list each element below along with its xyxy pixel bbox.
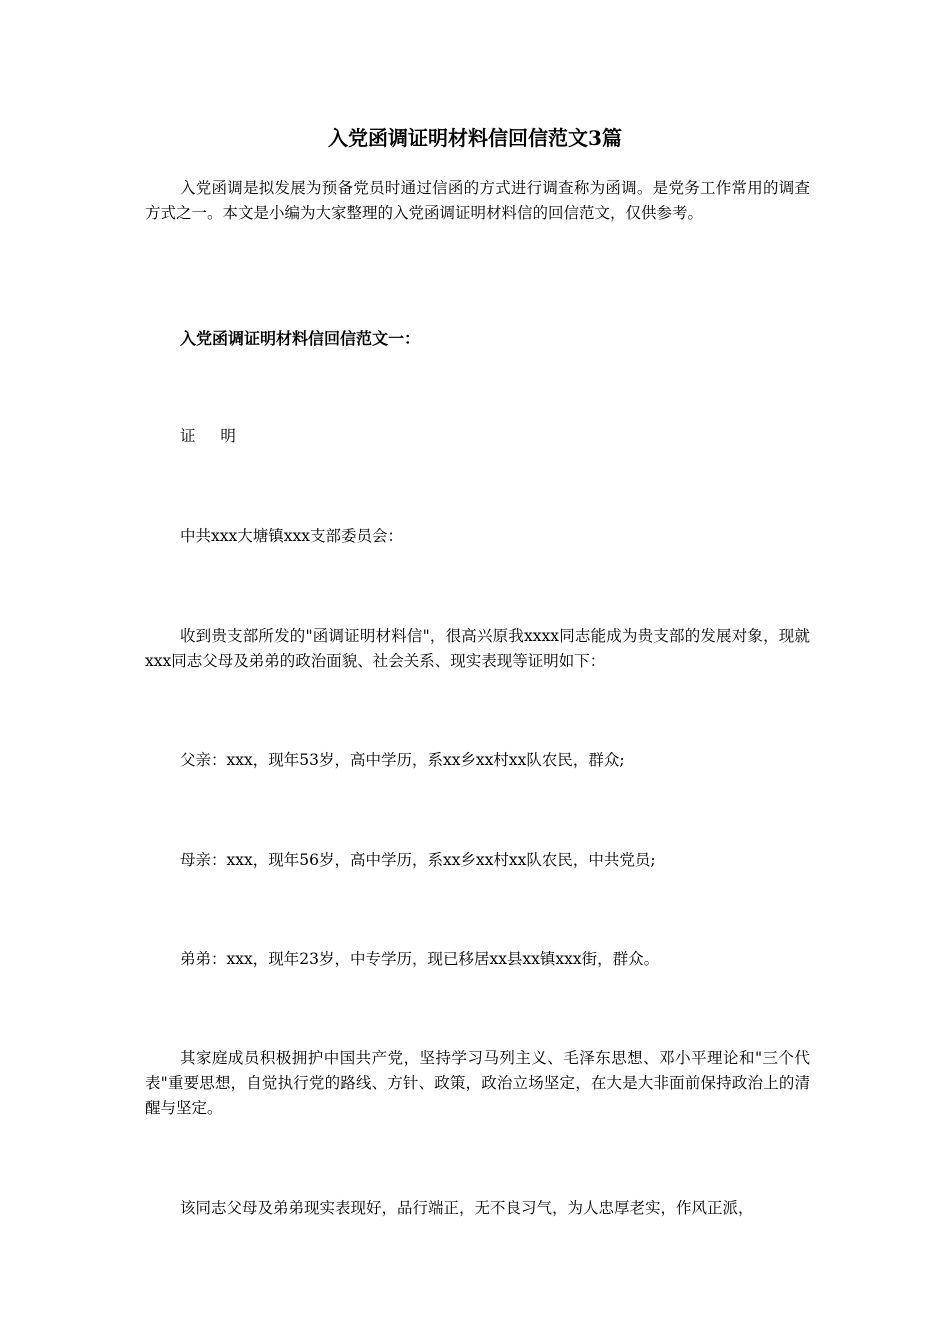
body-paragraph-1: 收到贵支部所发的"函调证明材料信"，很高兴原我xxxx同志能成为贵支部的发展对象，现就xxx同志父母及弟弟的政治面貌、社会关系、现实表现等证明如下： bbox=[145, 627, 810, 670]
body-paragraph-2: 其家庭成员积极拥护中国共产党，坚持学习马列主义、毛泽东思想、邓小平理论和"三个代表"重要思想，自觉执行党的路线、方针、政策，政治立场坚定，在大是大非面前保持政治上的清醒与坚定。 bbox=[145, 1049, 810, 1117]
brother-info: 弟弟：xxx，现年23岁，中专学历，现已移居xx县xx镇xxx街，群众。 bbox=[180, 950, 660, 968]
mother-info: 母亲：xxx，现年56岁，高中学历，系xx乡xx村xx队农民，中共党员; bbox=[180, 851, 656, 869]
body-paragraph-3: 该同志父母及弟弟现实表现好，品行端正，无不良习气，为人忠厚老实，作风正派， bbox=[180, 1199, 754, 1217]
document-title: 入党函调证明材料信回信范文3篇 bbox=[328, 126, 622, 150]
letter-title: 证 明 bbox=[180, 427, 246, 445]
father-info: 父亲：xxx，现年53岁，高中学历，系xx乡xx村xx队农民，群众; bbox=[180, 751, 625, 769]
intro-paragraph: 入党函调是拟发展为预备党员时通过信函的方式进行调查称为函调。是党务工作常用的调查方式之一。本文是小编为大家整理的入党函调证明材料信的回信范文，仅供参考。 bbox=[145, 179, 810, 222]
salutation: 中共xxx大塘镇xxx支部委员会： bbox=[180, 527, 403, 545]
section-heading: 入党函调证明材料信回信范文一： bbox=[180, 329, 421, 348]
